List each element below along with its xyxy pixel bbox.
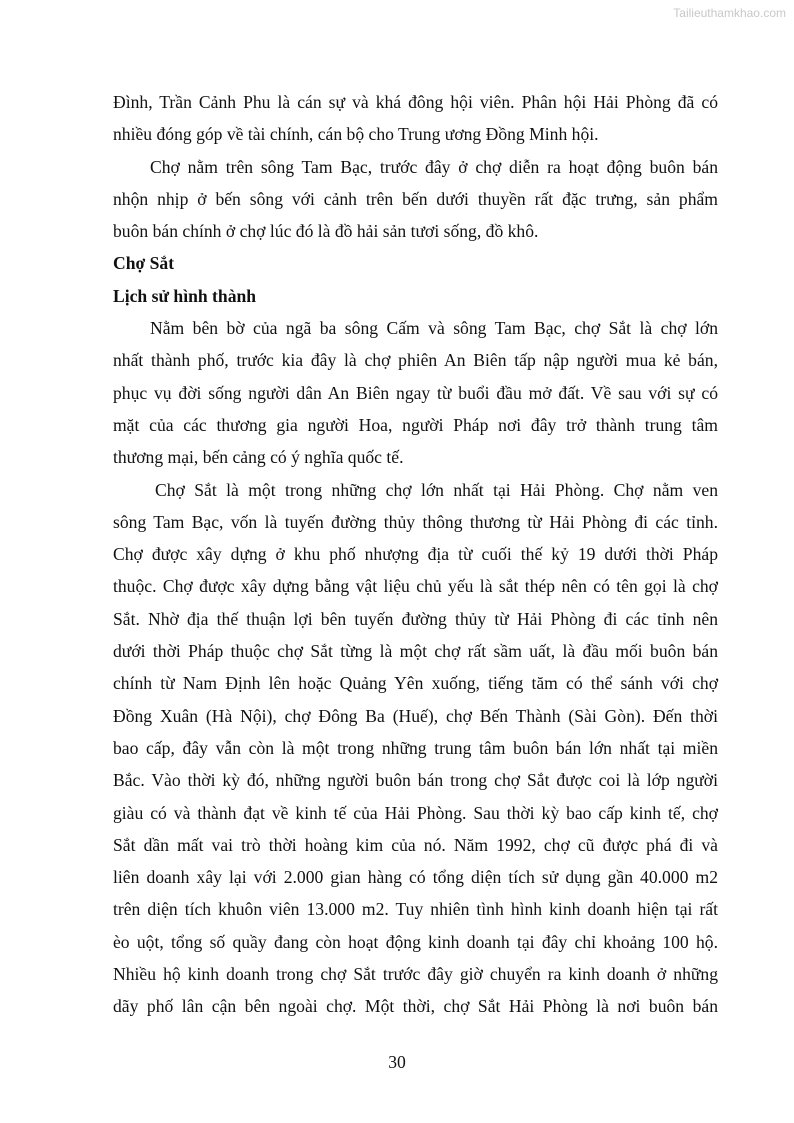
watermark: Tailieuthamkhao.com — [673, 6, 786, 20]
document-body — [113, 86, 718, 1023]
text-line: Nhiều hộ kinh doanh trong chợ Sắt trước đây giờ chuyển ra kinh doanh ở những — [113, 964, 718, 985]
text-line: Chợ được xây dựng ở khu phố nhượng địa từ cuối thế kỷ 19 dưới thời Pháp — [113, 544, 718, 565]
text-line: èo uột, tổng số quầy đang còn hoạt động kinh doanh tại đây chỉ khoảng 100 hộ. — [113, 931, 718, 952]
text-line: nhiều đóng góp về tài chính, cán bộ cho Trung ương Đồng Minh hội. — [113, 124, 599, 145]
text-line: Đồng Xuân (Hà Nội), chợ Đông Ba (Huế), chợ Bến Thành (Sài Gòn). Đến thời — [113, 705, 718, 726]
text-line: giàu có và thành đạt về kinh tế của Hải Phòng. Sau thời kỳ bao cấp kinh tế, chợ — [113, 802, 718, 823]
section-heading: Chợ Sắt — [113, 253, 175, 274]
section-heading: Lịch sử hình thành — [113, 285, 257, 306]
text-line: thương mại, bến cảng có ý nghĩa quốc tế. — [113, 447, 404, 468]
text-line: dưới thời Pháp thuộc chợ Sắt từng là một chợ rất sầm uất, là đầu mối buôn bán — [113, 641, 718, 662]
text-line: phục vụ đời sống người dân An Biên ngay từ buổi đầu mở đất. Về sau với sự có — [113, 382, 718, 403]
text-line: Chợ Sắt là một trong những chợ lớn nhất tại Hải Phòng. Chợ nằm ven — [155, 479, 718, 500]
text-line: Sắt dần mất vai trò thời hoàng kim của nó. Năm 1992, chợ cũ được phá đi và — [113, 834, 718, 855]
text-line: Sắt. Nhờ địa thế thuận lợi bên tuyến đường thủy từ Hải Phòng đi các tỉnh nên — [113, 608, 718, 629]
text-line: nhất thành phố, trước kia đây là chợ phiên An Biên tấp nập người mua kẻ bán, — [113, 350, 718, 371]
text-line: Chợ nằm trên sông Tam Bạc, trước đây ở chợ diễn ra hoạt động buôn bán — [150, 156, 718, 177]
text-line: bao cấp, đây vẫn còn là một trong những trung tâm buôn bán lớn nhất tại miền — [113, 737, 718, 758]
text-line: trên diện tích khuôn viên 13.000 m2. Tuy nhiên tình hình kinh doanh hiện tại rất — [113, 899, 718, 920]
text-line: Bắc. Vào thời kỳ đó, những người buôn bán trong chợ Sắt được coi là lớp người — [113, 770, 718, 791]
text-line: dãy phố lân cận bên ngoài chợ. Một thời, chợ Sắt Hải Phòng là nơi buôn bán — [113, 996, 718, 1017]
text-line: liên doanh xây lại với 2.000 gian hàng có tổng diện tích sử dụng gần 40.000 m2 — [113, 867, 718, 888]
page-number: 30 — [388, 1052, 406, 1072]
text-line: sông Tam Bạc, vốn là tuyến đường thủy thông thương từ Hải Phòng đi các tỉnh. — [113, 511, 718, 532]
text-line: mặt của các thương gia người Hoa, người Pháp nơi đây trở thành trung tâm — [113, 414, 718, 435]
text-line: buôn bán chính ở chợ lúc đó là đồ hải sản tươi sống, đồ khô. — [113, 221, 539, 242]
text-line: chính từ Nam Định lên hoặc Quảng Yên xuống, tiếng tăm có thể sánh với chợ — [113, 673, 718, 694]
text-line: Nằm bên bờ của ngã ba sông Cấm và sông Tam Bạc, chợ Sắt là chợ lớn — [150, 318, 718, 339]
text-line: Đình, Trần Cảnh Phu là cán sự và khá đông hội viên. Phân hội Hải Phòng đã có — [113, 92, 718, 112]
text-line: thuộc. Chợ được xây dựng bằng vật liệu chủ yếu là sắt thép nên có tên gọi là chợ — [113, 576, 718, 597]
text-line: nhộn nhịp ở bến sông với cảnh trên bến dưới thuyền rất đặc trưng, sản phẩm — [113, 188, 718, 209]
